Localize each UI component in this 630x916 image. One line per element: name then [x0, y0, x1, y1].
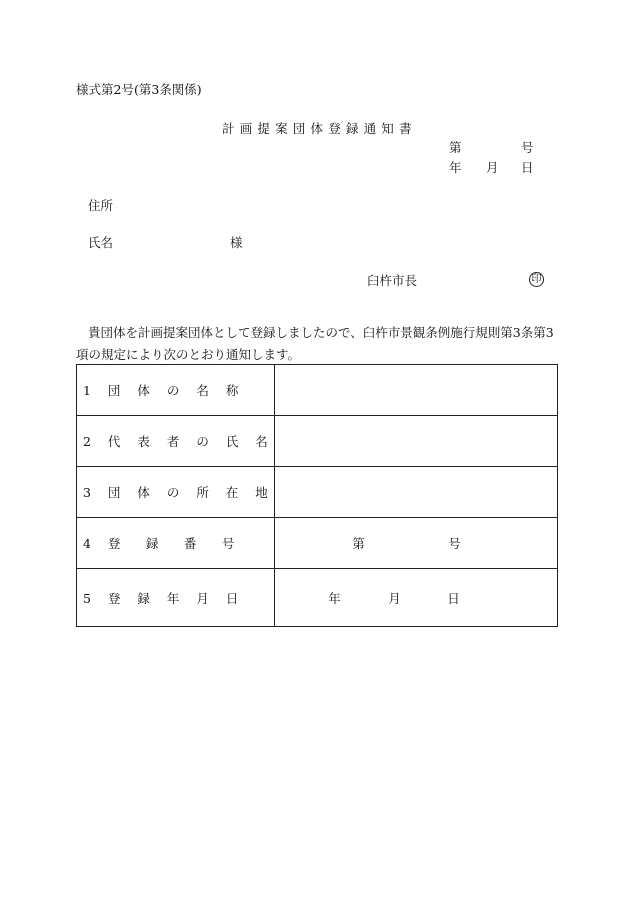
notice-number-go: 号: [521, 140, 534, 155]
sender-mayor: 臼杵市長: [367, 273, 418, 288]
reg-number-go: 号: [448, 536, 461, 551]
table-row: [77, 569, 558, 627]
name-label: 氏名: [88, 235, 114, 250]
row-label-location: 3 団 体 の 所 在 地: [77, 467, 275, 518]
reg-date-day: 日: [447, 590, 460, 606]
address-label: 住所: [88, 198, 114, 213]
row-label-group-name: 1 団 体 の 名 称: [77, 365, 275, 416]
registration-table: [76, 364, 558, 627]
row-label-representative: 2 代 表 者 の 氏 名: [77, 416, 275, 467]
notice-date-day: 日: [521, 160, 534, 175]
row-value-location[interactable]: [275, 467, 558, 518]
table-row: [77, 518, 558, 569]
body-paragraph: [76, 322, 558, 366]
row-label-registration-number: 4 登 録 番 号: [77, 518, 275, 569]
row-value-representative[interactable]: [275, 416, 558, 467]
row-value-group-name[interactable]: [275, 365, 558, 416]
reg-date-year: 年: [328, 590, 341, 606]
table-row: [77, 365, 558, 416]
honorific-sama: 様: [230, 235, 243, 250]
table-row: [77, 467, 558, 518]
row-value-registration-date[interactable]: [275, 569, 558, 627]
notice-number-dai: 第: [449, 140, 462, 155]
body-text: 貴団体を計画提案団体として登録しましたので、臼杵市景観条例施行規則第3条第3項の規定により次のとおり通知します。: [76, 325, 554, 362]
notice-date-year: 年: [449, 160, 462, 175]
seal-icon: 印: [529, 272, 544, 287]
form-number-label: 様式第2号(第3条関係): [76, 82, 202, 97]
document-title: 計画提案団体登録通知書: [222, 121, 417, 136]
reg-number-dai: 第: [352, 536, 365, 551]
notice-date-month: 月: [486, 160, 499, 175]
table-row: [77, 416, 558, 467]
row-label-registration-date: 5 登 録 年 月 日: [77, 569, 275, 627]
reg-date-month: 月: [388, 590, 401, 606]
row-value-registration-number[interactable]: [275, 518, 558, 569]
